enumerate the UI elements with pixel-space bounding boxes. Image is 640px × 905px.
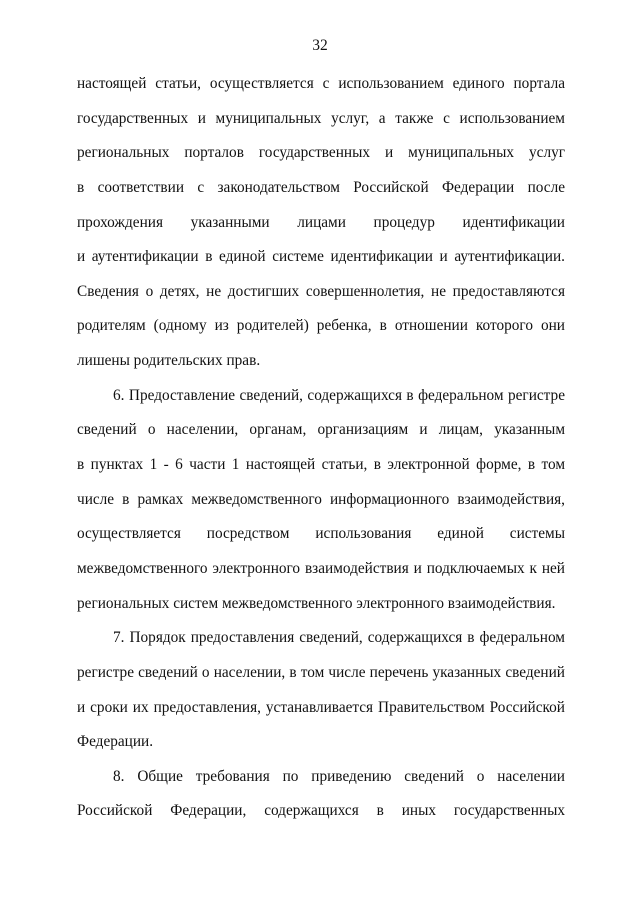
text-line: Федерации. (77, 733, 154, 751)
text-line: в соответствии с законодательством Российской Федерации после (77, 178, 565, 196)
paragraph-8-start: 8. Общие требования по приведению сведений о населении (113, 767, 565, 785)
text-line: государственных и муниципальных услуг, а также с использованием (77, 109, 565, 127)
text-line: региональных систем межведомственного электронного взаимодействия. (77, 594, 556, 612)
paragraph-7-start: 7. Порядок предоставления сведений, содержащихся в федеральном (113, 629, 565, 647)
text-line: межведомственного электронного взаимодействия и подключаемых к ней (77, 559, 565, 577)
text-line: региональных порталов государственных и муниципальных услуг (77, 144, 565, 162)
text-line: регистре сведений о населении, в том числе перечень указанных сведений (77, 663, 565, 681)
text-line: сведений о населении, органам, организациям и лицам, указанным (77, 421, 565, 439)
text-line: лишены родительских прав. (77, 352, 261, 370)
text-line: в пунктах 1 - 6 части 1 настоящей статьи, в электронной форме, в том (77, 456, 565, 474)
text-line: родителям (одному из родителей) ребенка, в отношении которого они (77, 317, 565, 335)
text-line: числе в рамках межведомственного информационного взаимодействия, (77, 490, 565, 508)
paragraph-6-start: 6. Предоставление сведений, содержащихся в федеральном регистре (113, 386, 565, 404)
text-line: и сроки их предоставления, устанавливается Правительством Российской (77, 698, 565, 716)
text-line: и аутентификации в единой системе идентификации и аутентификации. (77, 248, 565, 266)
text-line: Российской Федерации, содержащихся в иных государственных (77, 802, 565, 820)
text-line: настоящей статьи, осуществляется с использованием единого портала (77, 75, 565, 92)
page-number: 32 (312, 37, 328, 54)
text-line: Сведения о детях, не достигших совершеннолетия, не предоставляются (77, 282, 565, 300)
document-body (77, 67, 565, 829)
text-line: прохождения указанными лицами процедур идентификации (77, 213, 565, 231)
text-line: осуществляется посредством использования единой системы (77, 525, 565, 543)
